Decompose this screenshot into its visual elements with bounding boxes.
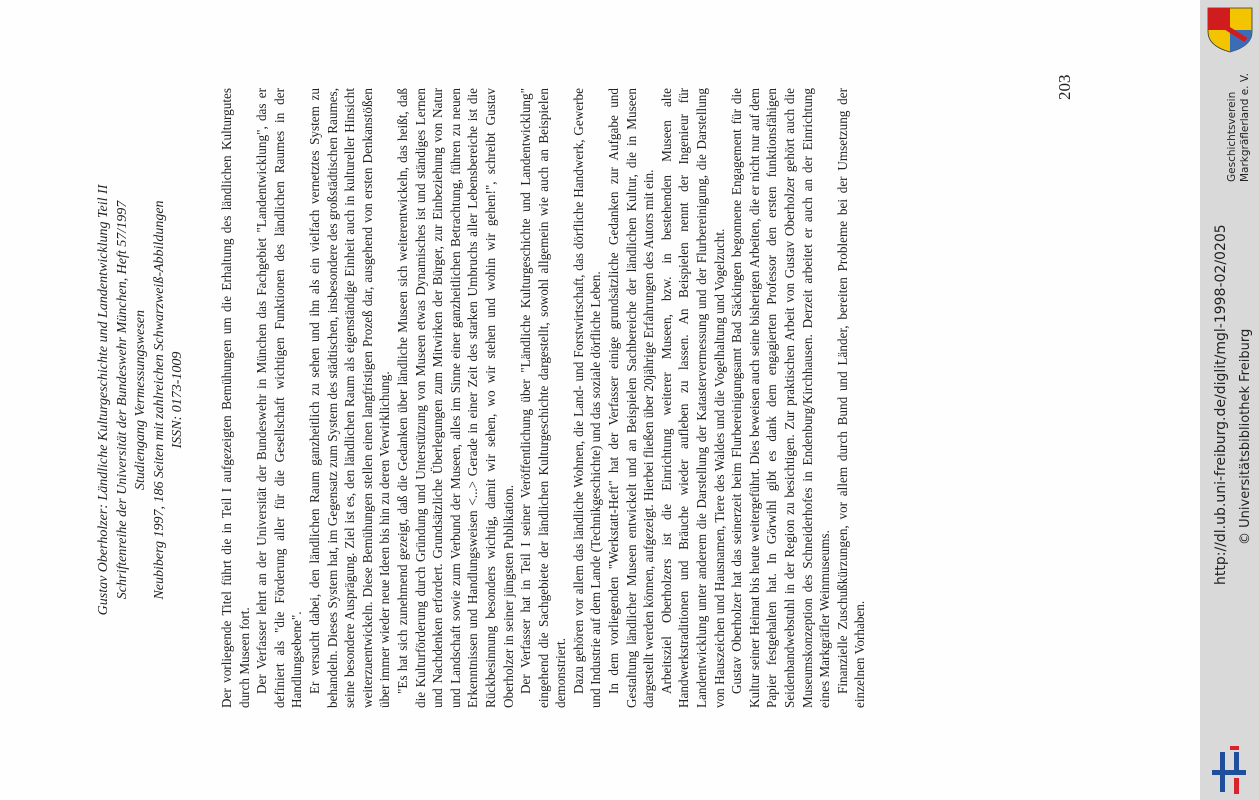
paragraph: Dazu gehören vor allem das ländliche Wohnen, die Land- und Forstwirtschaft, das dörfliche Handwerk, Gewerbe und Industrie auf dem Lande (Technikgeschichte) und das soziale dörfliche Leben. [570, 88, 604, 708]
paragraph: Arbeitsziel Oberholzers ist die Einrichtung weiterer Museen, bzw. in bestehenden Museen alte Handwerkstraditionen und Bräuche wieder aufleben zu lassen. An Beispielen nennt der Ingenieur für Landentwicklung unter anderem die Darstellung der Katastervermessung und der Flurbereinigung, die Darstellung von Hauszeichen und Hausnamen, Tiere des Waldes und die Vogelhaltung und Vogelzucht. [658, 88, 727, 708]
review-body [218, 88, 869, 708]
crest-icon [1208, 8, 1252, 52]
paragraph: Finanzielle Zuschußkürzungen, vor allem durch Bund und Länder, bereiten Probleme bei der Umsetzung der einzelnen Vorhaben. [834, 88, 868, 708]
paragraph: Der Verfasser hat in Teil I seiner Veröffentlichung über "Ländliche Kulturgeschichte und Landentwicklung" eingehend die Sachgebiete der ländlichen Kulturgeschichte dargestellt, sowohl allgemein wie auch an Beispielen demonstriert. [518, 88, 569, 708]
book-citation-header [95, 30, 188, 770]
ub-logo-icon [1212, 746, 1246, 794]
citation-line: Schriftenreihe der Universität der Bundeswehr München, Heft 57/1997 [114, 200, 130, 600]
paragraph: "Es hat sich zunehmend gezeigt, daß die Gedanken über ländliche Museen sich weiterentwickeln, das heißt, daß die Kulturförderung durch Gründung und Unterstützung von Museen etwas Dynamisches ist und ständiges Lernen und Nachdenken erfordert. Grundsätzliche Überlegungen zum Mitwirken der Bürger, zur Einbeziehung von Natur und Landschaft sowie zum Verbund der Museen, alles im Sinne einer ganzheitlichen Betrachtung, führen zu neuen Erkenntnissen und Handlungsweisen <...> Gerade in einer Zeit des starken Umbruchs aller Lebensbereiche ist die Rückbesinnung besonders wichtig, damit wir sehen, wo wir stehen und wohin wir gehen!", schreibt Gustav Oberholzer in seiner jüngsten Publikation. [394, 88, 516, 708]
citation-line: Gustav Oberholzer: Ländliche Kulturgeschichte und Landentwicklung Teil II [96, 184, 111, 616]
page-number: 203 [1055, 74, 1074, 100]
paragraph: Der Verfasser lehrt an der Universität der Bundeswehr in München das Fachgebiet "Landentwicklung", das er definiert als "die Förderung aller für die Gesellschaft wichtigen Funktionen des ländlichen Raumes in der Handlungsebene". [254, 88, 305, 708]
org-line: Geschichtsverein [1226, 91, 1238, 182]
citation-line: Studiengang Vermessungswesen [133, 309, 148, 491]
paragraph: Er versucht dabei, den ländlichen Raum ganzheitlich zu sehen und ihn als ein vielfach vernetztes System zu behandeln. Dieses System hat, im Gegensatz zum System des städtischen, insbesondere des großstädtischen Raumes, seine besondere Ausprägung. Ziel ist es, den ländlichen Raum als eigenständige Einheit auch in kultureller Hinsicht weiterzuentwickeln. Diese Bemühungen stellen einen langfristigen Prozeß dar, ausgehend von ersten Denkanstößen über immer wieder neue Ideen bis hin zu deren Verwirklichung. [306, 88, 393, 708]
paragraph: Der vorliegende Titel führt die in Teil I aufgezeigten Bemühungen um die Erhaltung des ländlichen Kulturgutes durch Museen fort. [219, 88, 252, 708]
scanned-page-viewer: Gustav Oberholzer: Ländliche Kulturgeschichte und Landentwicklung Teil II Schriftenreihe der Universität der Bundeswehr München, Heft 57/1997 Studiengang Vermessungswesen Neubiberg 1997, 186 Seiten mit zahlreichen Schwarzweiß-Abbildungen ISSN: 0173-1009 Der vorliegende Titel führt die in Teil I aufgezeigten Bemühungen um die Erhaltung des ländlichen Kulturgutes durch Museen fort. Der Verfasser lehrt an der Universität der Bundeswehr in München das Fachgebiet "Landentwicklung", das er definiert als "die Förderung aller für die Gesellschaft wichtigen Funktionen des ländlichen Raumes in der Handlungsebene". Er versucht dabei, den ländlichen Raum ganzheitlich zu sehen und ihn als ein vielfach vernetztes System zu behandeln. Dieses System hat, im Gegensatz zum System des städtischen, insbesondere des großstädtischen Raumes, seine besondere Ausprägung. Ziel ist es, den ländlichen Raum als eigenständige Einheit auch in kultureller Hinsicht weiterzuentwickeln. Diese Bemühungen stellen einen langfristigen Prozeß dar, ausgehend von ersten Denkanstößen über immer wieder neue Ideen bis hin zu deren Verwirklichung. "Es hat sich zunehmend gezeigt, daß die Gedanken über ländliche Museen sich weiterentwickeln, das heißt, daß die Kulturförderung durch Gründung und Unterstützung von Museen etwas Dynamisches ist und ständiges Lernen und Nachdenken erfordert. Grundsätzliche Überlegungen zum Mitwirken der Bürger, zur Einbeziehung von Natur und Landschaft sowie zum Verbund der Museen, alles im Sinne einer ganzheitlichen Betrachtung, führen zu neuen Erkenntnissen und Handlungsweisen <...> Gerade in einer Zeit des starken Umbruchs aller Lebensbereiche ist die Rückbesinnung besonders wichtig, damit wir sehen, wo wir stehen und wohin wir gehen!", schreibt Gustav Oberholzer in seiner jüngsten Publikation. Der Verfasser hat in Teil I seiner Veröffentlichung über "Ländliche Kulturgeschichte und Landentwicklung" eingehend die Sachgebiete der ländlichen Kulturgeschichte dargestellt, sowohl allgemein wie auch an Beispielen demonstriert. Dazu gehören vor allem das ländliche Wohnen, die Land- und Forstwirtschaft, das dörfliche Handwerk, Gewerbe und Industrie auf dem Lande (Technikgeschichte) und das soziale dörfliche Leben. In dem vorliegenden "Werkstatt-Heft" hat der Verfasser einige grundsätzliche Gedanken zur Aufgabe und Gestaltung ländlicher Museen entwickelt und an Beispielen Sachbereiche der ländlichen Kultur, die in Museen dargestellt werden können, aufgezeigt. Hierbei fließen über 20jährige Erfahrungen des Autors mit ein. Arbeitsziel Oberholzers ist die Einrichtung weiterer Museen, bzw. in bestehenden Museen alte Handwerkstraditionen und Bräuche wieder aufleben zu lassen. An Beispielen nennt der Ingenieur für Landentwicklung unter anderem die Darstellung der Katastervermessung und der Flurbereinigung, die Darstellung von Hauszeichen und Hausnamen, Tiere des Waldes und die Vogelhaltung und Vogelzucht. Gustav Oberholzer hat das seinerzeit beim Flurbereinigungsamt Bad Säckingen begonnene Engagement für die Kultur seiner Heimat bis heute weitergeführt. Dies beweisen auch seine bisherigen Arbeiten, die er nicht nur auf dem Papier festgehalten hat. In Görwihl gibt es dank dem engagierten Professor den ersten funktionsfähigen Seidenbandwebstuhl in der Region zu besichtigen. Zur praktischen Arbeit von Gustav Oberholzer gehört auch die Museumskonzeption des Schneiderhofes in Endenburg/Kirchhausen. Derzeit arbeitet er auch an der Einrichtung eines Markgräfler Weinmuseums. Finanzielle Zuschußkürzungen, vor allem durch Bund und Länder, bereiten Probleme bei der Umsetzung der einzelnen Vorhaben. 203 http://dl.ub.uni-freiburg.de/diglit/mgl-1998-02/0205 © Universitätsbibliothek Freiburg Geschichtsverein Markgräflerland e. V. [0, 0, 1259, 800]
paragraph: Gustav Oberholzer hat das seinerzeit beim Flurbereinigungsamt Bad Säckingen begonnene Engagement für die Kultur seiner Heimat bis heute weitergeführt. Dies beweisen auch seine bisherigen Arbeiten, die er nicht nur auf dem Papier festgehalten hat. In Görwihl gibt es dank dem engagierten Professor den ersten funktionsfähigen Seidenbandwebstuhl in der Region zu besichtigen. Zur praktischen Arbeit von Gustav Oberholzer gehört auch die Museumskonzeption des Schneiderhofes in Endenburg/Kirchhausen. Derzeit arbeitet er auch an der Einrichtung eines Markgräfler Weinmuseums. [729, 88, 833, 708]
paragraph: In dem vorliegenden "Werkstatt-Heft" hat der Verfasser einige grundsätzliche Gedanken zur Aufgabe und Gestaltung ländlicher Museen entwickelt und an Beispielen Sachbereiche der ländlichen Kultur, die in Museen dargestellt werden können, aufgezeigt. Hierbei fließen über 20jährige Erfahrungen des Autors mit ein. [606, 88, 657, 708]
citation-line: Neubiberg 1997, 186 Seiten mit zahlreichen Schwarzweiß-Abbildungen [151, 200, 167, 600]
org-line: Markgräflerland e. V. [1239, 72, 1251, 182]
citation-line: ISSN: 0173-1009 [170, 351, 185, 449]
